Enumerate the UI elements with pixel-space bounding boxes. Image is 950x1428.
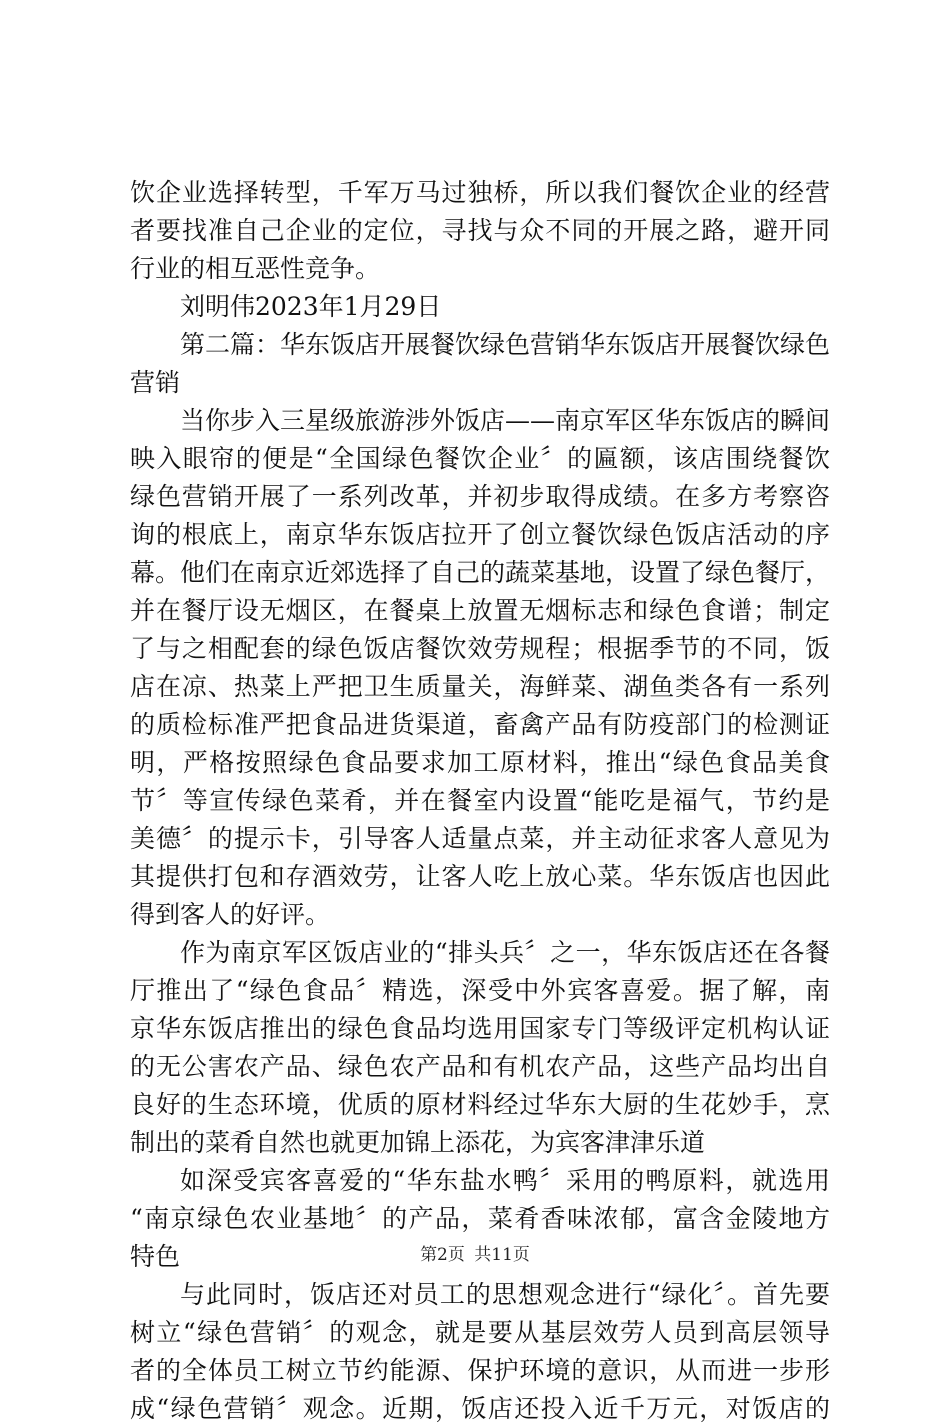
text-line: 如深受宾客喜爱的“华东盐水鸭〞采用的鸭原料，就选用 — [180, 1166, 830, 1195]
text-line: 者的全体员工树立节约能源、保护环境的意识，从而进一步形 — [130, 1356, 830, 1385]
text-line: 的质检标准严把食品进货渠道，畜禽产品有防疫部门的检测证 — [130, 710, 830, 739]
text-line: 第二篇：华东饭店开展餐饮绿色营销华东饭店开展餐饮绿色 — [180, 330, 831, 359]
text-line: 的无公害农产品、绿色农产品和有机农产品，这些产品均出自 — [130, 1052, 830, 1081]
text-line: 饮企业选择转型，千军万马过独桥，所以我们餐饮企业的经营 — [130, 178, 830, 207]
text-line: 者要找准自己企业的定位，寻找与众不同的开展之路，避开同 — [130, 216, 830, 245]
text-line: 树立“绿色营销〞的观念，就是要从基层效劳人员到高层领导 — [130, 1318, 830, 1347]
text-line: 美德〞的提示卡，引导客人适量点菜，并主动征求客人意见为 — [130, 824, 830, 853]
text-line: 厅推出了“绿色食品〞精选，深受中外宾客喜爱。据了解，南 — [130, 976, 830, 1005]
text-line: 映入眼帘的便是“全国绿色餐饮企业〞的匾额，该店围绕餐饮 — [130, 444, 830, 473]
text-line: 制出的菜肴自然也就更加锦上添花，为宾客津津乐道 — [130, 1128, 706, 1157]
text-line: 特色 — [130, 1242, 181, 1271]
text-line: 成“绿色营销〞观念。近期，饭店还投入近千万元，对饭店的 — [130, 1394, 830, 1423]
text-line: 京华东饭店推出的绿色食品均选用国家专门等级评定机构认证 — [130, 1014, 830, 1043]
text-line: 明，严格按照绿色食品要求加工原材料，推出“绿色食品美食 — [130, 748, 830, 777]
text-line: 其提供打包和存酒效劳，让客人吃上放心菜。华东饭店也因此 — [130, 862, 830, 891]
text-line: 得到客人的好评。 — [130, 900, 331, 929]
page-number: 第2页 — [420, 1245, 465, 1265]
text-line: 作为南京军区饭店业的“排头兵〞之一，华东饭店还在各餐 — [180, 938, 830, 967]
text-line: 当你步入三星级旅游涉外饭店——南京军区华东饭店的瞬间 — [180, 406, 831, 435]
text-line: 了与之相配套的绿色饭店餐饮效劳规程；根据季节的不同，饭 — [130, 634, 830, 663]
text-line: 并在餐厅设无烟区，在餐桌上放置无烟标志和绿色食谱；制定 — [130, 596, 830, 625]
text-line: 绿色营销开展了一系列改革，并初步取得成绩。在多方考察咨 — [130, 482, 830, 511]
text-line: 询的根底上，南京华东饭店拉开了创立餐饮绿色饭店活动的序 — [130, 520, 830, 549]
text-line: 刘明伟2023年1月29日 — [180, 292, 442, 321]
page-total: 共11页 — [474, 1245, 530, 1265]
text-line: 与此同时，饭店还对员工的思想观念进行“绿化〞。首先要 — [180, 1280, 830, 1309]
text-line: 良好的生态环境，优质的原材料经过华东大厨的生花妙手，烹 — [130, 1090, 830, 1119]
page-footer — [0, 1240, 950, 1265]
text-line: 行业的相互恶性竞争。 — [130, 254, 381, 283]
text-line: 营销 — [130, 368, 181, 397]
text-line: “南京绿色农业基地〞的产品，菜肴香味浓郁，富含金陵地方 — [130, 1204, 830, 1233]
text-line: 店在凉、热菜上严把卫生质量关，海鲜菜、湖鱼类各有一系列 — [130, 672, 830, 701]
text-line: 节〞等宣传绿色菜肴，并在餐室内设置“能吃是福气，节约是 — [130, 786, 830, 815]
text-line: 幕。他们在南京近郊选择了自己的蔬菜基地，设置了绿色餐厅， — [130, 558, 831, 587]
